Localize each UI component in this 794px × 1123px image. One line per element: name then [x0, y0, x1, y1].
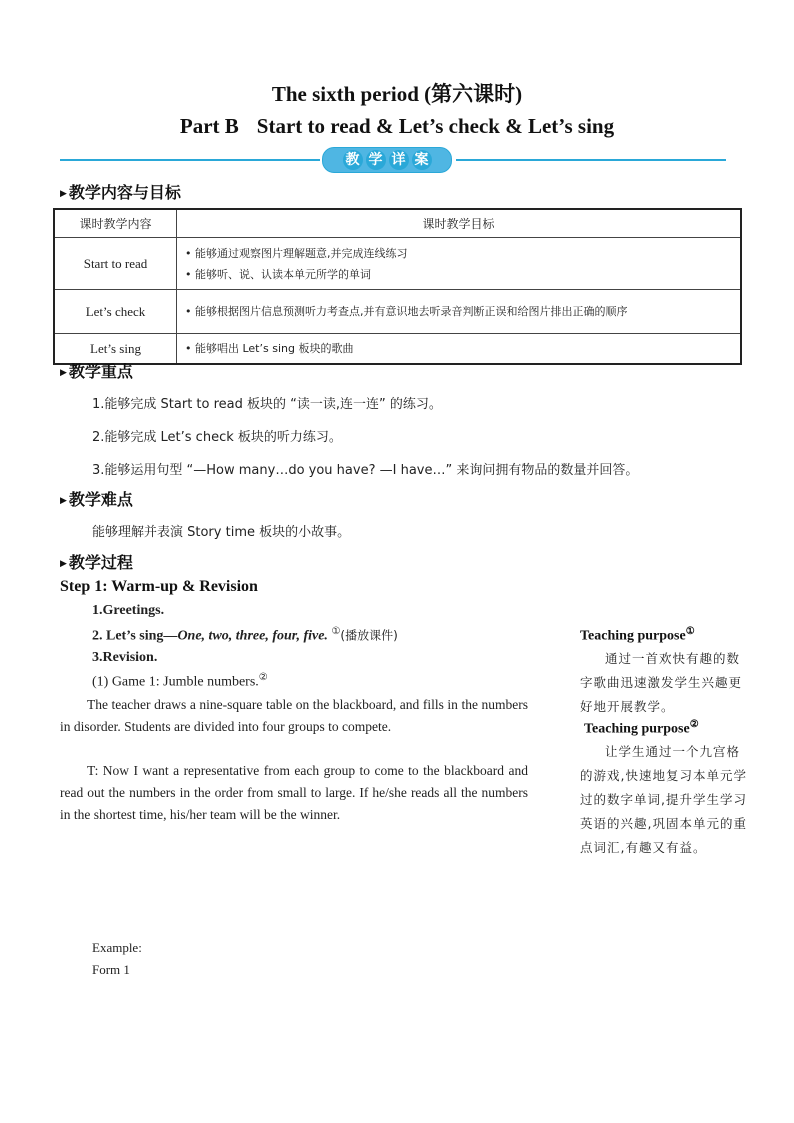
- goal-item: • 能够通过观察图片理解题意,并完成连线练习: [185, 246, 408, 260]
- banner-line-right: [456, 159, 726, 161]
- section-heading-process: ▶ 教学过程: [60, 553, 133, 572]
- game-line: (1) Game 1: Jumble numbers.②: [92, 672, 268, 690]
- table-row: [54, 238, 741, 290]
- table-header: 课时教学内容: [54, 209, 177, 238]
- banner-char: 教: [343, 150, 363, 170]
- section-banner: [60, 147, 726, 173]
- banner-char: 学: [366, 150, 386, 170]
- table-cell-content: Start to read: [54, 238, 177, 290]
- paragraph: The teacher draws a nine-square table on the blackboard, and fills in the numbers in disorder. Students are divided into four groups to compete.: [60, 697, 528, 734]
- paragraph: T: Now I want a representative from each group to come to the blackboard and read out the numbers in the order from small to large. If he/she reads all the numbers in the shortest time, his/her team will be the winner.: [60, 763, 528, 822]
- triangle-icon: ▶: [60, 367, 67, 378]
- subtitle-topic: Start to read & Let’s check & Let’s sing: [256, 114, 615, 138]
- banner-char: 详: [389, 150, 409, 170]
- triangle-icon: ▶: [60, 495, 67, 506]
- table-cell-goals: [177, 290, 742, 334]
- example-label: Example:: [92, 940, 142, 955]
- form-label: Form 1: [92, 962, 130, 977]
- table-row: [54, 334, 741, 365]
- footnote-mark: ①: [331, 626, 341, 637]
- page-title: The sixth period (第六课时): [271, 82, 523, 106]
- key-point-item: 1.能够完成 Start to read 板块的 “读一读,连一连” 的练习。: [92, 397, 442, 412]
- triangle-icon: ▶: [60, 558, 67, 569]
- key-point-item: 2.能够完成 Let’s check 板块的听力练习。: [92, 430, 342, 445]
- table-header: 课时教学目标: [177, 209, 742, 238]
- table-header-row: [54, 209, 741, 238]
- goal-item: • 能够听、说、认读本单元所学的单词: [185, 267, 371, 281]
- goal-item: • 能够根据图片信息预测听力考查点,并有意识地去听录音判断正误和给图片排出正确的顺序: [185, 305, 628, 318]
- banner-pill: [322, 147, 452, 173]
- table-row: [54, 290, 741, 334]
- teaching-purpose-text: 让学生通过一个九宫格的游戏,快速地复习本单元学过的数字单词,提升学生学习英语的兴趣,巩固本单元的重点词汇,有趣又有益。: [580, 744, 747, 855]
- step-heading: Step 1: Warm-up & Revision: [60, 578, 258, 595]
- table-cell-content: Let’s sing: [54, 334, 177, 365]
- banner-char: 案: [412, 150, 432, 170]
- key-point-item: 3.能够运用句型 “—How many…do you have? —I have…” 来询问拥有物品的数量并回答。: [92, 463, 639, 478]
- greetings: 1.Greetings.: [92, 603, 165, 618]
- sing-line: 2. Let’s sing—One, two, three, four, five. ①(播放课件): [92, 626, 398, 644]
- section-heading-difficulties: ▶ 教学难点: [60, 490, 133, 509]
- teaching-purpose-title: Teaching purpose②: [584, 719, 699, 737]
- song-title: One, two, three, four, five.: [177, 628, 328, 644]
- revision: 3.Revision.: [92, 650, 158, 665]
- table-cell-goals: [177, 238, 742, 290]
- subtitle-part: Part B: [179, 114, 239, 138]
- section-heading-key-points: ▶ 教学重点: [60, 362, 133, 381]
- banner-line-left: [60, 159, 320, 161]
- table-cell-goals: [177, 334, 742, 365]
- goal-item: • 能够唱出 Let’s sing 板块的歌曲: [185, 342, 354, 355]
- table-cell-content: Let’s check: [54, 290, 177, 334]
- difficulty-text: 能够理解并表演 Story time 板块的小故事。: [92, 525, 351, 540]
- footnote-mark: ②: [258, 672, 268, 683]
- triangle-icon: ▶: [60, 188, 67, 199]
- teaching-purpose-text: 通过一首欢快有趣的数字歌曲迅速激发学生兴趣更好地开展教学。: [580, 651, 743, 714]
- page-subtitle: [0, 114, 794, 139]
- teaching-purpose-title: Teaching purpose①: [580, 626, 695, 644]
- objectives-table: [53, 208, 742, 365]
- section-heading-goals: ▶ 教学内容与目标: [60, 183, 181, 202]
